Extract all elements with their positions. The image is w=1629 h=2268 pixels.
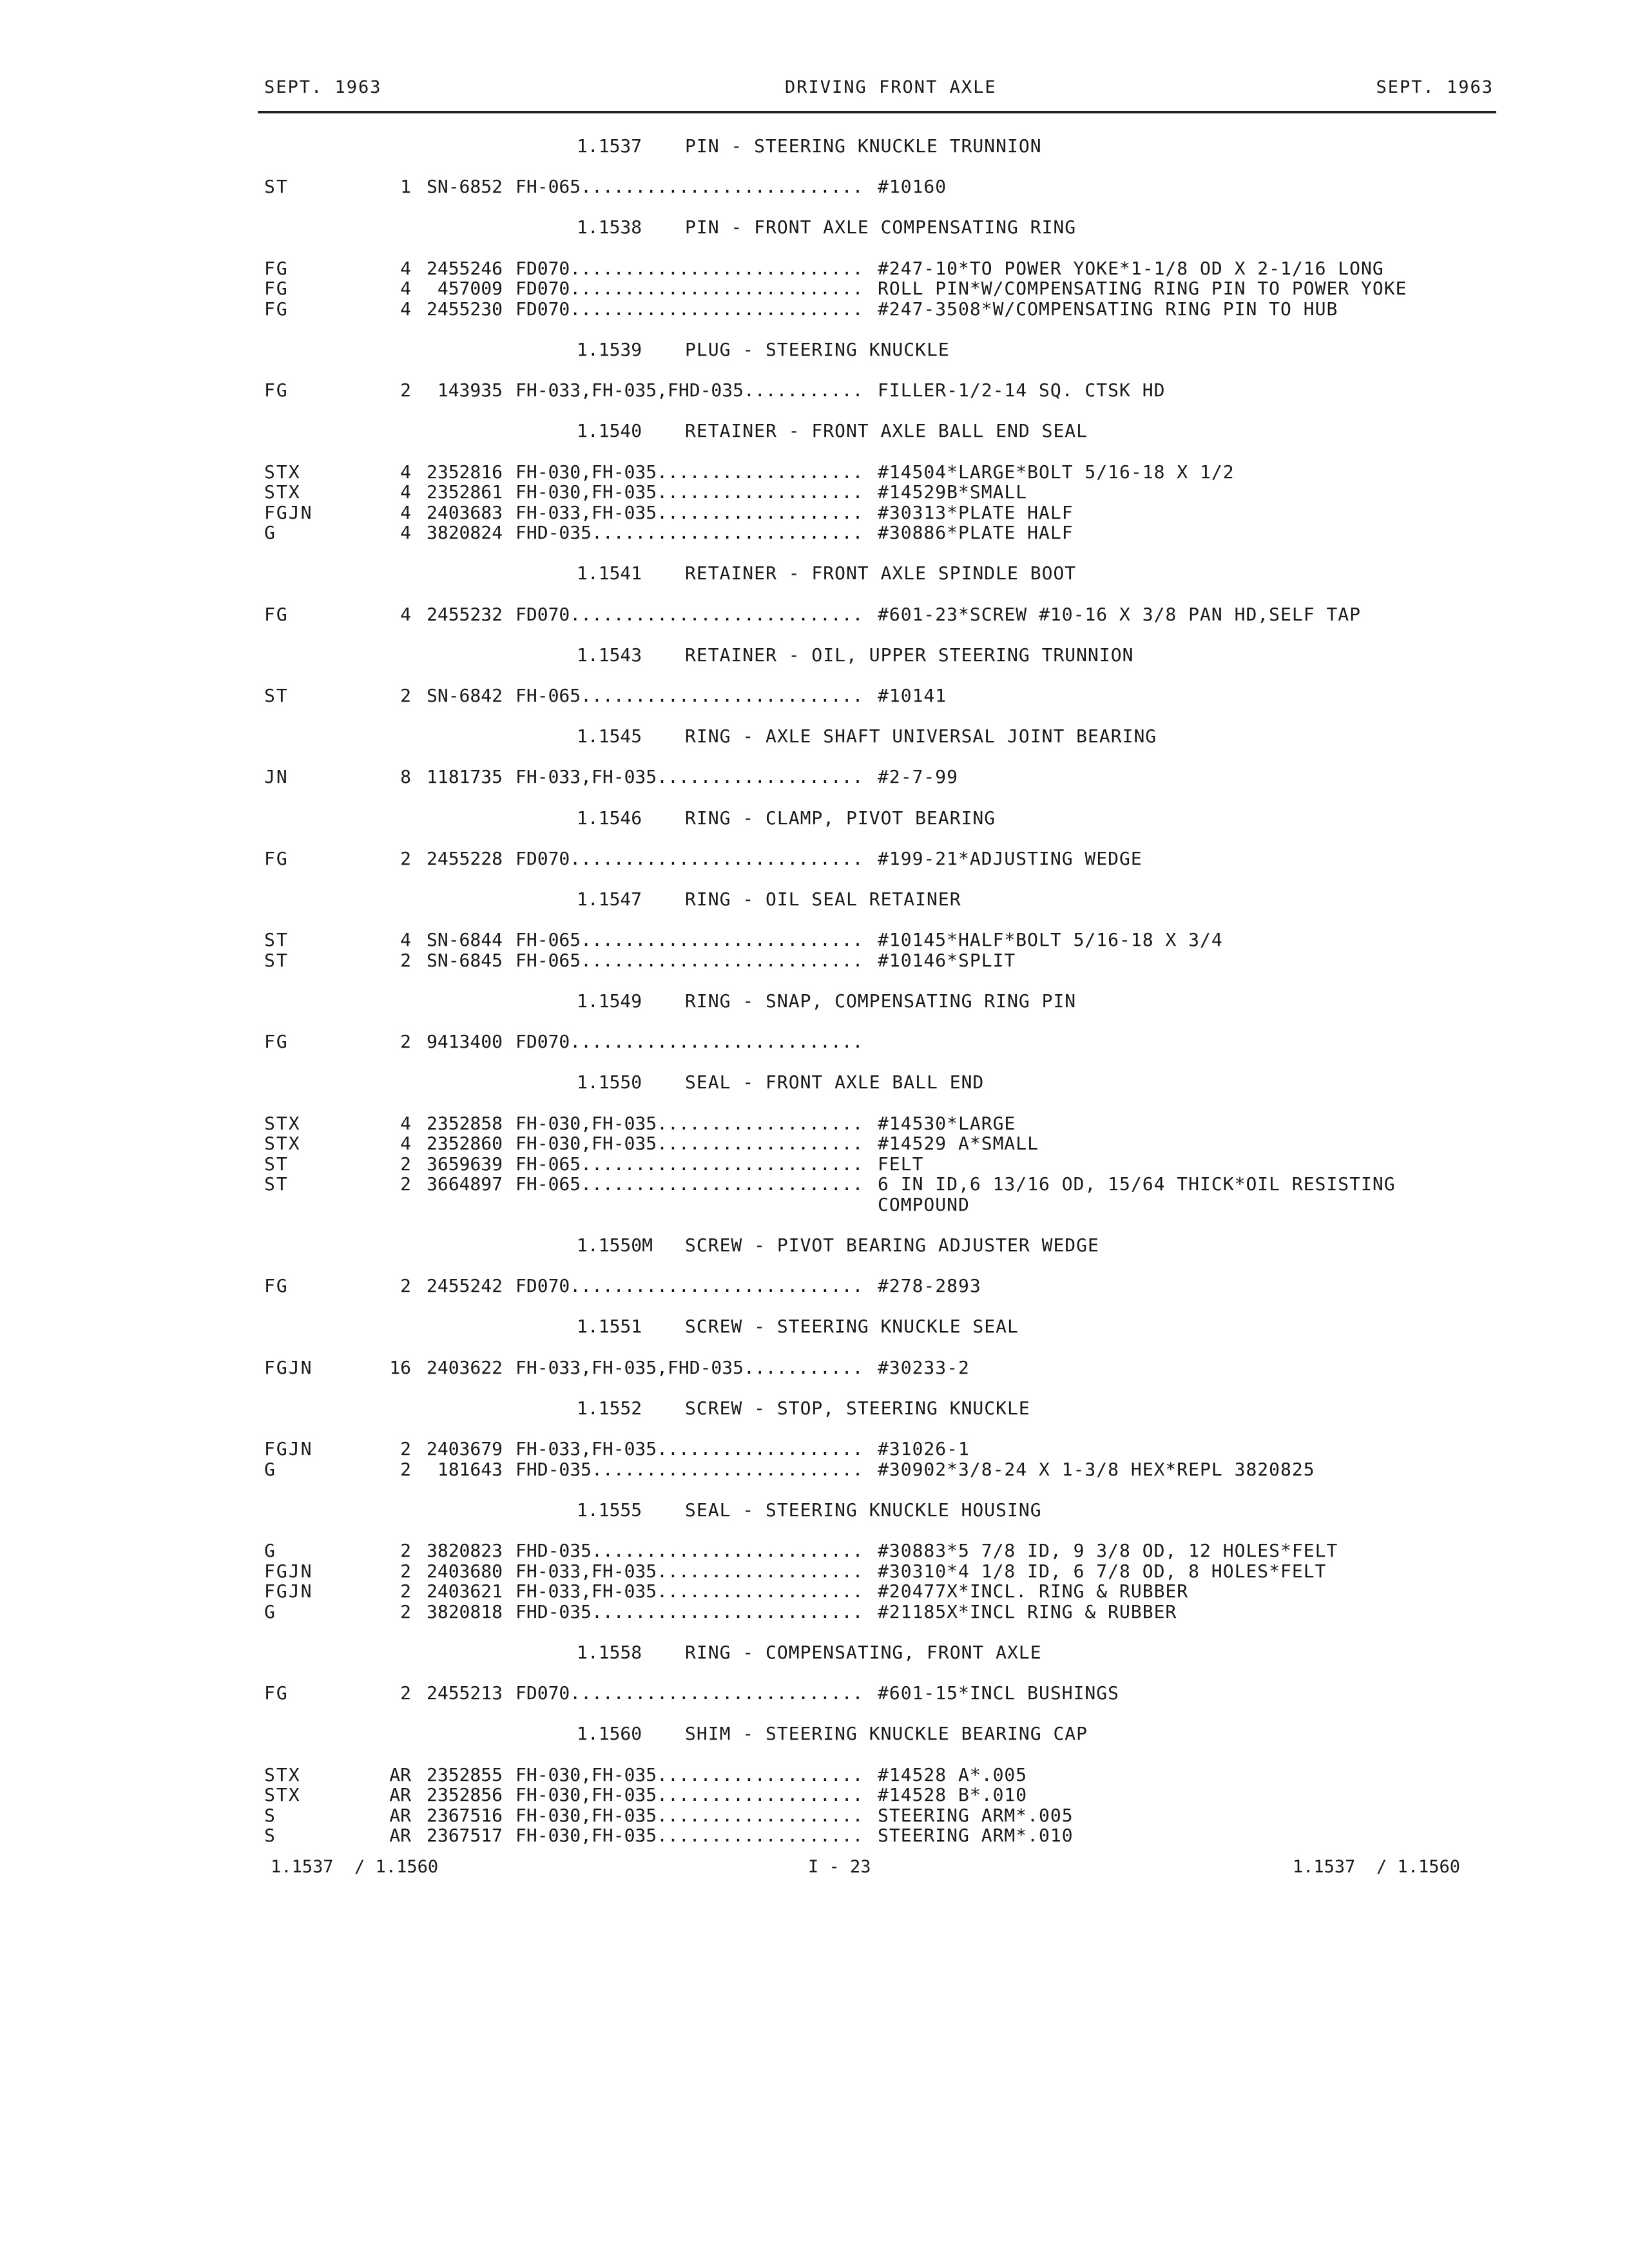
footer-range-left: 1.1537 / 1.1560 [271, 1857, 439, 1877]
part-number: 457009 [437, 278, 503, 300]
model-code: STX [264, 1112, 301, 1134]
section-heading [0, 136, 1629, 157]
blank-line [0, 319, 1629, 340]
part-description: #21185X*INCL RING & RUBBER [878, 1600, 1177, 1622]
part-row [0, 1765, 1629, 1785]
part-row [0, 1581, 1629, 1602]
source-ref: FHD-035......................... [516, 1539, 863, 1561]
part-row [0, 1276, 1629, 1296]
part-number: 2455232 [426, 603, 503, 625]
page-header [0, 77, 1629, 101]
parts-list [0, 136, 1629, 1866]
blank-line [0, 1418, 1629, 1439]
part-description: #10146*SPLIT [878, 949, 1016, 971]
part-row [0, 1541, 1629, 1561]
part-description: COMPOUND [878, 1193, 970, 1215]
part-description: #2-7-99 [878, 766, 959, 788]
blank-line [0, 970, 1629, 991]
part-row [0, 1805, 1629, 1826]
source-ref: FH-033,FH-035................... [516, 501, 863, 523]
part-description: #30233-2 [878, 1356, 970, 1378]
section-title: RETAINER - FRONT AXLE BALL END SEAL [685, 420, 1088, 442]
section-number: 1.1560 [577, 1723, 642, 1745]
part-description: #14528 B*.010 [878, 1784, 1028, 1806]
section-number: 1.1545 [577, 726, 642, 747]
section-heading [0, 340, 1629, 360]
section-heading [0, 991, 1629, 1012]
source-ref: FH-030,FH-035................... [516, 1784, 863, 1806]
model-code: FGJN [264, 1438, 313, 1459]
blank-line [0, 584, 1629, 604]
header-rule [258, 111, 1496, 113]
source-ref: FH-033,FH-035,FHD-035........... [516, 1356, 863, 1378]
blank-line [0, 706, 1629, 727]
section-title: SEAL - FRONT AXLE BALL END [685, 1072, 985, 1093]
section-number: 1.1546 [577, 807, 642, 829]
blank-line [0, 1256, 1629, 1276]
section-title: SCREW - PIVOT BEARING ADJUSTER WEDGE [685, 1235, 1099, 1256]
source-ref: FHD-035......................... [516, 1600, 863, 1622]
quantity: 2 [400, 1581, 411, 1602]
part-row [0, 849, 1629, 869]
source-ref: FD070........................... [516, 298, 863, 320]
part-description: #30886*PLATE HALF [878, 522, 1074, 544]
part-description: #14530*LARGE [878, 1112, 1016, 1134]
section-number: 1.1549 [577, 990, 642, 1012]
model-code: FG [264, 1682, 289, 1704]
part-row [0, 1154, 1629, 1175]
model-code: JN [264, 766, 289, 788]
section-title: RING - COMPENSATING, FRONT AXLE [685, 1641, 1042, 1663]
part-number: 2352816 [426, 461, 503, 483]
quantity: 2 [400, 1438, 411, 1459]
section-title: SCREW - STEERING KNUCKLE SEAL [685, 1316, 1019, 1338]
part-number: 2367517 [426, 1825, 503, 1847]
section-number: 1.1558 [577, 1641, 642, 1663]
quantity: 4 [400, 603, 411, 625]
section-title: PIN - FRONT AXLE COMPENSATING RING [685, 216, 1077, 238]
blank-line [0, 197, 1629, 218]
part-row [0, 177, 1629, 197]
quantity: 16 [389, 1356, 411, 1378]
header-title: DRIVING FRONT AXLE [785, 77, 997, 97]
blank-line [0, 157, 1629, 177]
source-ref: FH-065.......................... [516, 176, 863, 198]
section-heading [0, 421, 1629, 441]
blank-line [0, 1663, 1629, 1684]
part-number: 2367516 [426, 1804, 503, 1826]
part-description: #30310*4 1/8 ID, 6 7/8 OD, 8 HOLES*FELT [878, 1560, 1327, 1582]
model-code: ST [264, 176, 289, 198]
section-heading [0, 645, 1629, 666]
model-code: G [264, 1600, 276, 1622]
part-description: #20477X*INCL. RING & RUBBER [878, 1581, 1189, 1602]
model-code: STX [264, 461, 301, 483]
part-number: SN-6845 [426, 949, 503, 971]
part-row [0, 462, 1629, 483]
section-title: SHIM - STEERING KNUCKLE BEARING CAP [685, 1723, 1088, 1745]
part-row [0, 1174, 1629, 1195]
source-ref: FH-065.......................... [516, 1153, 863, 1175]
part-number: 9413400 [426, 1031, 503, 1053]
part-row [0, 1439, 1629, 1459]
section-number: 1.1555 [577, 1499, 642, 1521]
model-code: STX [264, 1133, 301, 1155]
source-ref: FD070........................... [516, 603, 863, 625]
part-number: 2352858 [426, 1112, 503, 1134]
part-description: #30883*5 7/8 ID, 9 3/8 OD, 12 HOLES*FELT [878, 1539, 1338, 1561]
source-ref: FD070........................... [516, 1682, 863, 1704]
quantity: 2 [400, 1539, 411, 1561]
source-ref: FH-065.......................... [516, 685, 863, 707]
quantity: 4 [400, 1112, 411, 1134]
model-code: FG [264, 1275, 289, 1297]
section-heading [0, 1398, 1629, 1419]
part-number: 2455230 [426, 298, 503, 320]
quantity: 1 [400, 176, 411, 198]
part-description: #30902*3/8-24 X 1-3/8 HEX*REPL 3820825 [878, 1458, 1315, 1480]
model-code: STX [264, 1784, 301, 1806]
quantity: 2 [400, 1560, 411, 1582]
part-row [0, 686, 1629, 706]
part-description: ROLL PIN*W/COMPENSATING RING PIN TO POWER YOKE [878, 278, 1407, 300]
model-code: G [264, 522, 276, 544]
part-number: SN-6842 [426, 685, 503, 707]
source-ref: FH-033,FH-035................... [516, 766, 863, 788]
part-row [0, 1358, 1629, 1378]
part-description: #10145*HALF*BOLT 5/16-18 X 3/4 [878, 929, 1223, 951]
model-code: FG [264, 603, 289, 625]
part-row [0, 1032, 1629, 1052]
source-ref: FH-030,FH-035................... [516, 1825, 863, 1847]
part-description: STEERING ARM*.010 [878, 1825, 1074, 1847]
model-code: ST [264, 1173, 289, 1195]
part-number: 2455228 [426, 847, 503, 869]
quantity: 2 [400, 380, 411, 401]
source-ref: FH-033,FH-035................... [516, 1581, 863, 1602]
part-description: #247-3508*W/COMPENSATING RING PIN TO HUB [878, 298, 1338, 320]
section-heading [0, 217, 1629, 238]
blank-line [0, 401, 1629, 421]
source-ref: FH-033,FH-035................... [516, 1438, 863, 1459]
part-row [0, 1825, 1629, 1846]
model-code: FG [264, 278, 289, 300]
part-description: FILLER-1/2-14 SQ. CTSK HD [878, 380, 1166, 401]
quantity: 4 [400, 929, 411, 951]
quantity: 2 [400, 1031, 411, 1053]
blank-line [0, 1296, 1629, 1317]
quantity: AR [389, 1825, 411, 1847]
source-ref: FH-065.......................... [516, 1173, 863, 1195]
quantity: 4 [400, 522, 411, 544]
quantity: 4 [400, 461, 411, 483]
part-description: #247-10*TO POWER YOKE*1-1/8 OD X 2-1/16 LONG [878, 257, 1384, 279]
part-row [0, 1683, 1629, 1704]
part-number: 2403621 [426, 1581, 503, 1602]
part-row [0, 1459, 1629, 1480]
model-code: FGJN [264, 1356, 313, 1378]
quantity: 2 [400, 1153, 411, 1175]
source-ref: FH-030,FH-035................... [516, 1763, 863, 1785]
part-row [0, 1561, 1629, 1582]
part-number: 3820818 [426, 1600, 503, 1622]
part-row [0, 258, 1629, 279]
header-date-left: SEPT. 1963 [264, 77, 382, 97]
part-number: SN-6852 [426, 176, 503, 198]
page-footer [0, 1857, 1629, 1880]
section-title: SCREW - STOP, STEERING KNUCKLE [685, 1397, 1030, 1419]
section-number: 1.1538 [577, 216, 642, 238]
blank-line [0, 1337, 1629, 1358]
blank-line [0, 828, 1629, 849]
source-ref: FH-065.......................... [516, 929, 863, 951]
part-number: 3659639 [426, 1153, 503, 1175]
quantity: 4 [400, 298, 411, 320]
section-title: PLUG - STEERING KNUCKLE [685, 338, 950, 360]
footer-range-right: 1.1537 / 1.1560 [1292, 1857, 1460, 1877]
part-number: 2403622 [426, 1356, 503, 1378]
part-number: 2455213 [426, 1682, 503, 1704]
part-description: STEERING ARM*.005 [878, 1804, 1074, 1826]
section-heading [0, 1235, 1629, 1256]
quantity: 2 [400, 949, 411, 971]
section-number: 1.1547 [577, 888, 642, 910]
model-code: ST [264, 929, 289, 951]
blank-line [0, 1093, 1629, 1113]
quantity: 2 [400, 1173, 411, 1195]
model-code: ST [264, 685, 289, 707]
blank-line [0, 1744, 1629, 1765]
part-row [0, 380, 1629, 401]
model-code: FG [264, 1031, 289, 1053]
source-ref: FHD-035......................... [516, 1458, 863, 1480]
part-description: #31026-1 [878, 1438, 970, 1459]
quantity: 2 [400, 1275, 411, 1297]
model-code: FG [264, 298, 289, 320]
part-row [0, 1113, 1629, 1134]
section-number: 1.1541 [577, 562, 642, 584]
part-row [0, 503, 1629, 523]
section-number: 1.1540 [577, 420, 642, 442]
section-title: SEAL - STEERING KNUCKLE HOUSING [685, 1499, 1042, 1521]
part-number: 1181735 [426, 766, 503, 788]
part-row [0, 1602, 1629, 1622]
source-ref: FD070........................... [516, 257, 863, 279]
blank-line [0, 624, 1629, 645]
quantity: AR [389, 1804, 411, 1826]
source-ref: FH-030,FH-035................... [516, 1133, 863, 1155]
blank-line [0, 787, 1629, 808]
part-row [0, 950, 1629, 971]
part-number: 3820824 [426, 522, 503, 544]
quantity: 2 [400, 685, 411, 707]
part-row [0, 299, 1629, 320]
model-code: S [264, 1825, 276, 1847]
blank-line [0, 1704, 1629, 1724]
section-number: 1.1551 [577, 1316, 642, 1338]
blank-line [0, 665, 1629, 686]
section-number: 1.1537 [577, 135, 642, 157]
model-code: FGJN [264, 1581, 313, 1602]
part-number: 3820823 [426, 1539, 503, 1561]
part-row [0, 278, 1629, 299]
source-ref: FH-065.......................... [516, 949, 863, 971]
part-description: FELT [878, 1153, 924, 1175]
model-code: ST [264, 1153, 289, 1175]
section-title: RING - OIL SEAL RETAINER [685, 888, 961, 910]
footer-page-number: I - 23 [808, 1857, 871, 1877]
blank-line [0, 1012, 1629, 1032]
part-row [0, 482, 1629, 503]
source-ref: FH-033,FH-035................... [516, 1560, 863, 1582]
part-description: #601-23*SCREW #10-16 X 3/8 PAN HD,SELF TAP [878, 603, 1362, 625]
quantity: 2 [400, 847, 411, 869]
part-number: 2352856 [426, 1784, 503, 1806]
part-description: #278-2893 [878, 1275, 981, 1297]
part-number: 143935 [437, 380, 503, 401]
part-description: #14529 A*SMALL [878, 1133, 1039, 1155]
source-ref: FD070........................... [516, 1275, 863, 1297]
section-heading [0, 726, 1629, 747]
section-heading [0, 1500, 1629, 1521]
part-number: 181643 [437, 1458, 503, 1480]
quantity: 4 [400, 278, 411, 300]
section-title: RING - SNAP, COMPENSATING RING PIN [685, 990, 1077, 1012]
part-number: 2352860 [426, 1133, 503, 1155]
section-number: 1.1543 [577, 644, 642, 666]
model-code: G [264, 1458, 276, 1480]
source-ref: FH-030,FH-035................... [516, 1112, 863, 1134]
section-heading [0, 1316, 1629, 1337]
model-code: STX [264, 481, 301, 503]
part-row [0, 1785, 1629, 1805]
part-description: #10160 [878, 176, 947, 198]
model-code: FGJN [264, 1560, 313, 1582]
model-code: FGJN [264, 501, 313, 523]
part-row [0, 930, 1629, 950]
part-number: 2352861 [426, 481, 503, 503]
blank-line [0, 441, 1629, 462]
source-ref: FD070........................... [516, 1031, 863, 1053]
part-number: 2455246 [426, 257, 503, 279]
model-code: FG [264, 847, 289, 869]
part-description: #601-15*INCL BUSHINGS [878, 1682, 1120, 1704]
quantity: 2 [400, 1682, 411, 1704]
header-date-right: SEPT. 1963 [1376, 77, 1494, 97]
quantity: 2 [400, 1458, 411, 1480]
blank-line [0, 360, 1629, 381]
quantity: AR [389, 1763, 411, 1785]
part-description: #14504*LARGE*BOLT 5/16-18 X 1/2 [878, 461, 1235, 483]
section-heading [0, 1072, 1629, 1093]
part-row [0, 1133, 1629, 1154]
source-ref: FH-033,FH-035,FHD-035........... [516, 380, 863, 401]
part-description: #14528 A*.005 [878, 1763, 1028, 1785]
section-number: 1.1552 [577, 1397, 642, 1419]
blank-line [0, 1622, 1629, 1642]
model-code: S [264, 1804, 276, 1826]
model-code: FG [264, 380, 289, 401]
section-number: 1.1539 [577, 338, 642, 360]
source-ref: FH-030,FH-035................... [516, 461, 863, 483]
model-code: FG [264, 257, 289, 279]
blank-line [0, 1215, 1629, 1235]
section-heading [0, 1642, 1629, 1663]
model-code: G [264, 1539, 276, 1561]
source-ref: FHD-035......................... [516, 522, 863, 544]
part-number: SN-6844 [426, 929, 503, 951]
model-code: ST [264, 949, 289, 971]
model-code: STX [264, 1763, 301, 1785]
part-row [0, 767, 1629, 787]
part-number: 2403683 [426, 501, 503, 523]
section-heading [0, 1724, 1629, 1744]
blank-line [0, 1520, 1629, 1541]
part-row [0, 523, 1629, 543]
section-title: RING - CLAMP, PIVOT BEARING [685, 807, 996, 829]
section-number: 1.1550 [577, 1072, 642, 1093]
part-number: 2352855 [426, 1763, 503, 1785]
blank-line [0, 910, 1629, 930]
source-ref: FH-030,FH-035................... [516, 481, 863, 503]
part-description: #199-21*ADJUSTING WEDGE [878, 847, 1142, 869]
quantity: 4 [400, 481, 411, 503]
part-number: 3664897 [426, 1173, 503, 1195]
section-heading [0, 563, 1629, 584]
part-number: 2455242 [426, 1275, 503, 1297]
section-title: PIN - STEERING KNUCKLE TRUNNION [685, 135, 1042, 157]
section-title: RETAINER - OIL, UPPER STEERING TRUNNION [685, 644, 1134, 666]
blank-line [0, 1052, 1629, 1073]
quantity: AR [389, 1784, 411, 1806]
quantity: 4 [400, 1133, 411, 1155]
quantity: 4 [400, 257, 411, 279]
source-ref: FH-030,FH-035................... [516, 1804, 863, 1826]
blank-line [0, 238, 1629, 258]
section-heading [0, 808, 1629, 829]
section-number: 1.1550M [577, 1235, 653, 1256]
blank-line [0, 1479, 1629, 1500]
part-description: #30313*PLATE HALF [878, 501, 1074, 523]
part-description: 6 IN ID,6 13/16 OD, 15/64 THICK*OIL RESISTING [878, 1173, 1396, 1195]
quantity: 4 [400, 501, 411, 523]
blank-line [0, 869, 1629, 889]
section-heading [0, 889, 1629, 910]
blank-line [0, 747, 1629, 767]
part-row-continuation [0, 1195, 1629, 1215]
section-title: RING - AXLE SHAFT UNIVERSAL JOINT BEARING [685, 726, 1157, 747]
source-ref: FD070........................... [516, 278, 863, 300]
source-ref: FD070........................... [516, 847, 863, 869]
section-title: RETAINER - FRONT AXLE SPINDLE BOOT [685, 562, 1077, 584]
part-description: #10141 [878, 685, 947, 707]
blank-line [0, 1378, 1629, 1398]
part-description: #14529B*SMALL [878, 481, 1028, 503]
blank-line [0, 543, 1629, 564]
part-row [0, 604, 1629, 625]
quantity: 2 [400, 1600, 411, 1622]
part-number: 2403679 [426, 1438, 503, 1459]
quantity: 8 [400, 766, 411, 788]
part-number: 2403680 [426, 1560, 503, 1582]
